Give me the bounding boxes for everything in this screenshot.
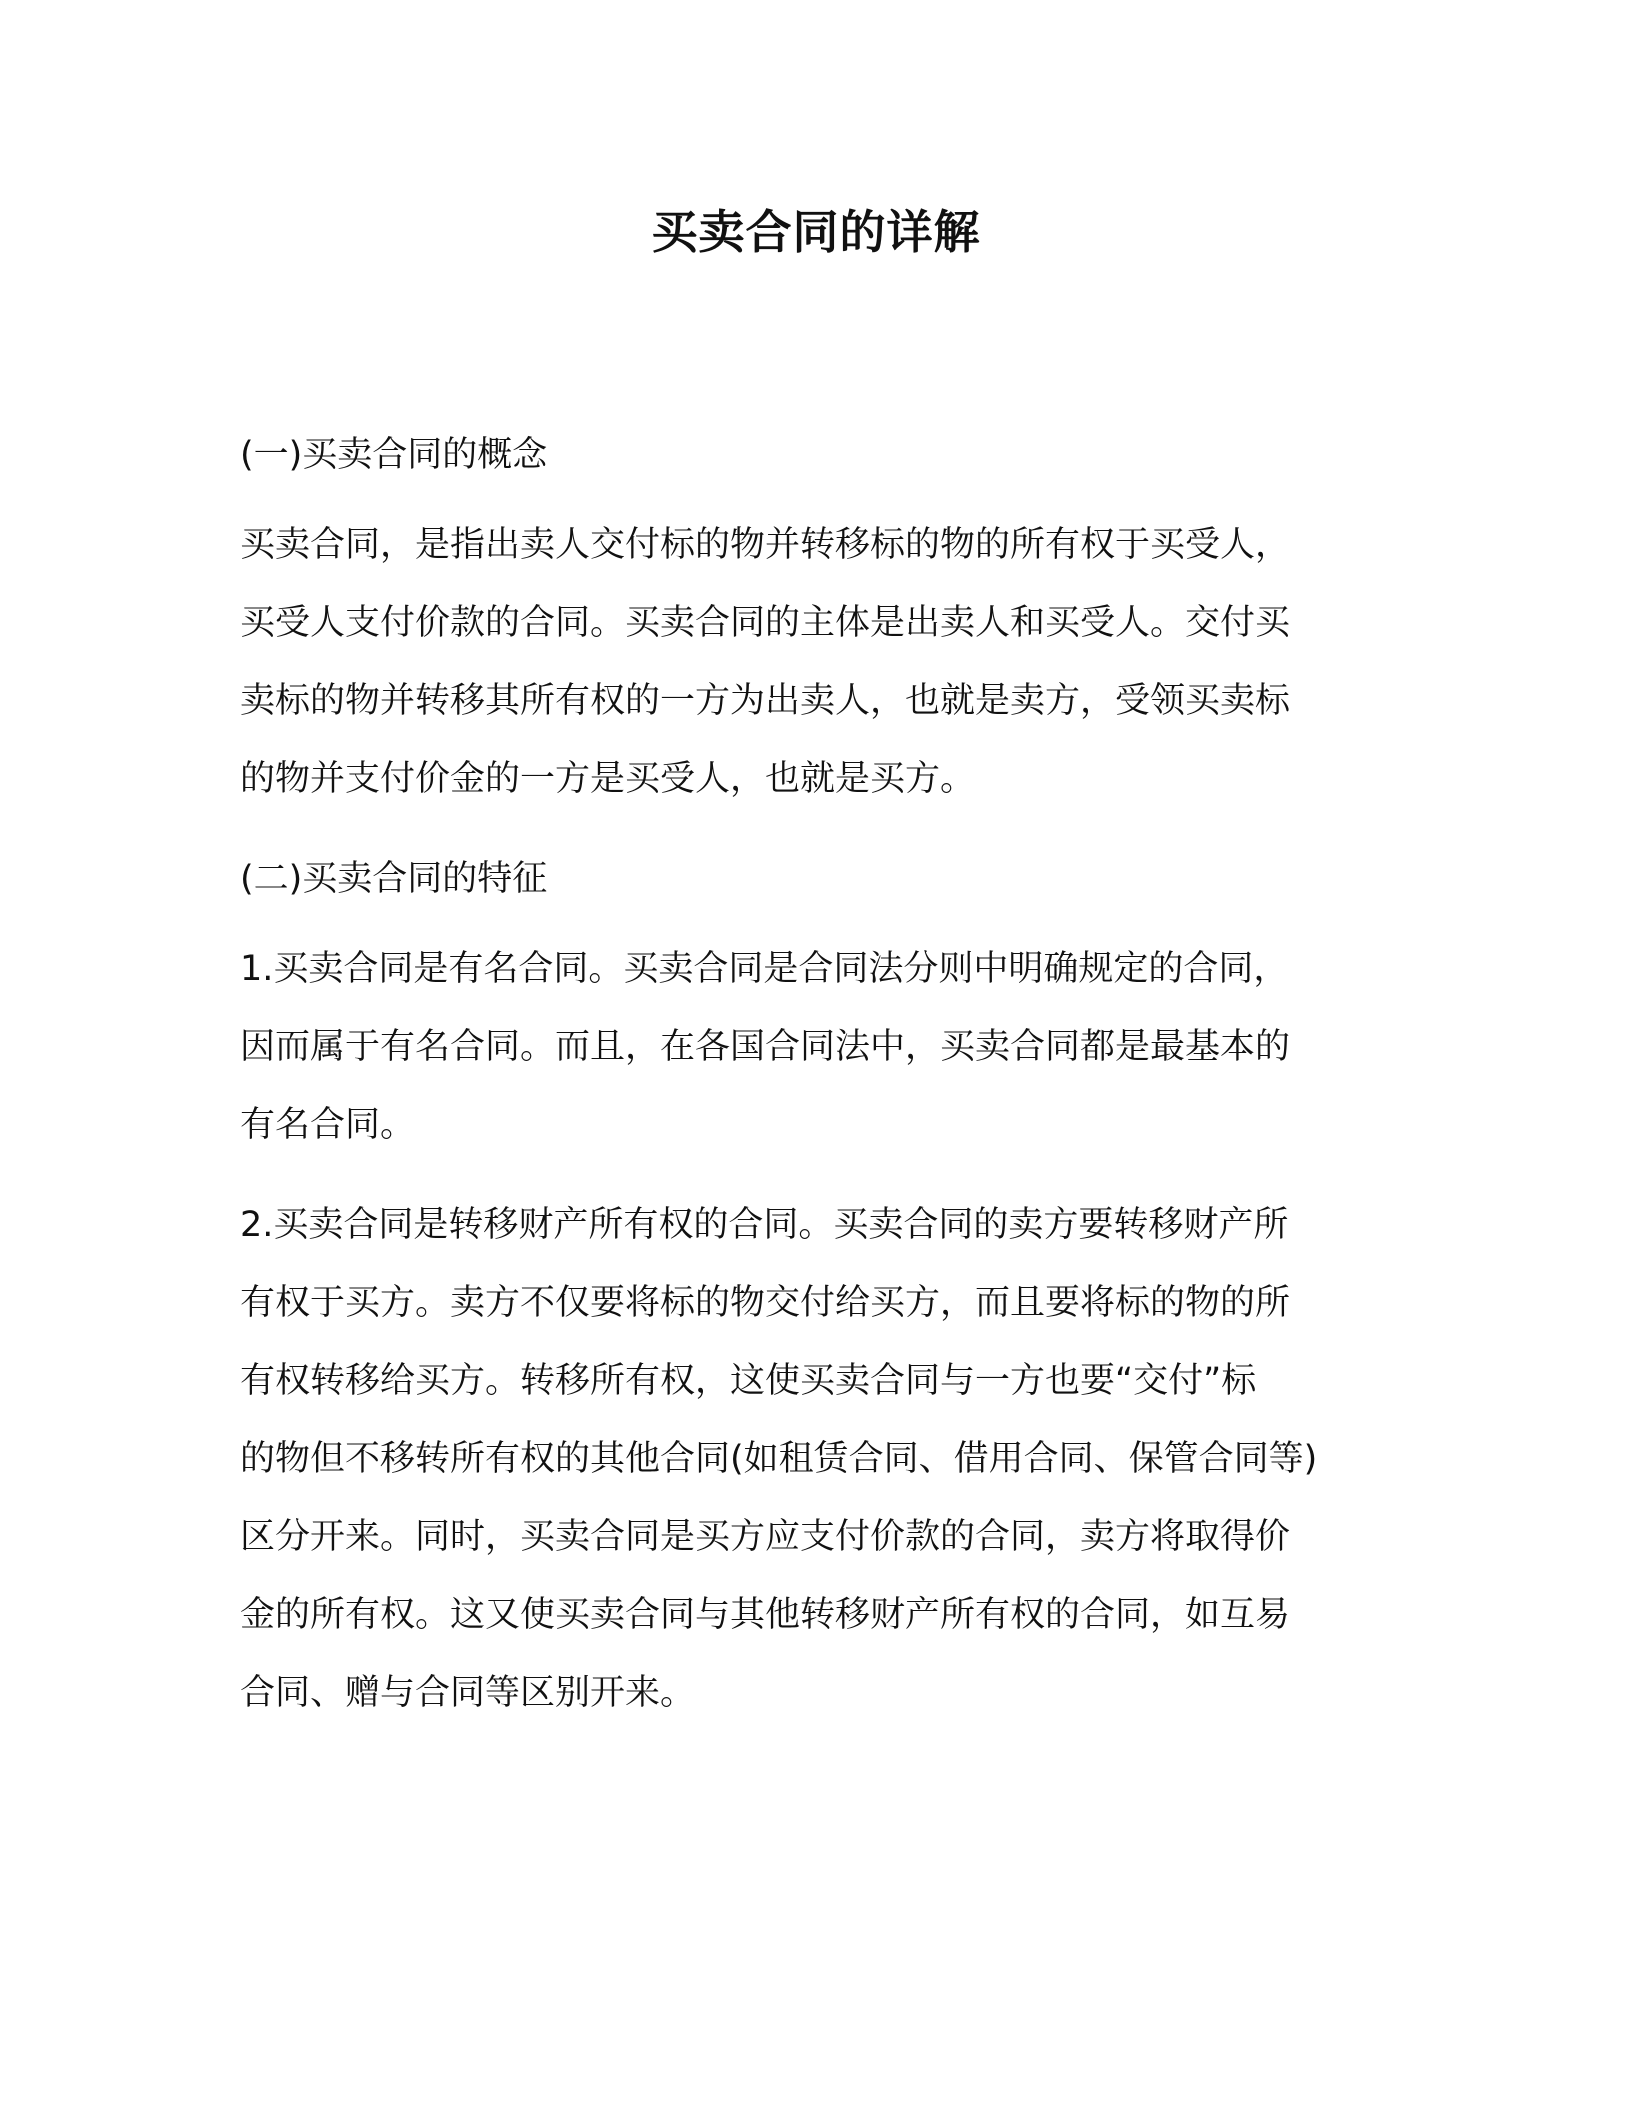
text-line: 的物但不移转所有权的其他合同(如租赁合同、借用合同、保管合同等) [240,1439,1318,1479]
section-heading-features: (二)买卖合同的特征 [240,859,548,899]
text-line: 有名合同。 [240,1105,416,1145]
text-line: 有权于买方。卖方不仅要将标的物交付给买方，而且要将标的物的所 [240,1283,1291,1323]
text-line: 卖标的物并转移其所有权的一方为出卖人，也就是卖方，受领买卖标 [240,681,1291,721]
text-line: 合同、赠与合同等区别开来。 [240,1673,696,1713]
text-line: 金的所有权。这又使买卖合同与其他转移财产所有权的合同，如互易 [240,1595,1291,1635]
document-body [240,416,1380,1754]
text-line: 买卖合同，是指出卖人交付标的物并转移标的物的所有权于买受人， [240,525,1291,565]
text-line: 的物并支付价金的一方是买受人，也就是买方。 [240,759,976,799]
paragraph-feature-2 [240,1186,1380,1732]
text-line: 买受人支付价款的合同。买卖合同的主体是出卖人和买受人。交付买 [240,603,1291,643]
text-line: 因而属于有名合同。而且，在各国合同法中，买卖合同都是最基本的 [240,1027,1291,1067]
text-line: 2.买卖合同是转移财产所有权的合同。买卖合同的卖方要转移财产所 [240,1205,1289,1245]
text-line: 有权转移给买方。转移所有权，这使买卖合同与一方也要“交付”标 [240,1361,1257,1401]
paragraph-concept [240,506,1380,818]
section-heading-concept: (一)买卖合同的概念 [240,435,548,475]
paragraph-feature-1 [240,930,1380,1164]
text-line: 区分开来。同时，买卖合同是买方应支付价款的合同，卖方将取得价 [240,1517,1291,1557]
text-line: 1.买卖合同是有名合同。买卖合同是合同法分则中明确规定的合同， [240,949,1289,989]
document-title: 买卖合同的详解 [651,205,981,259]
